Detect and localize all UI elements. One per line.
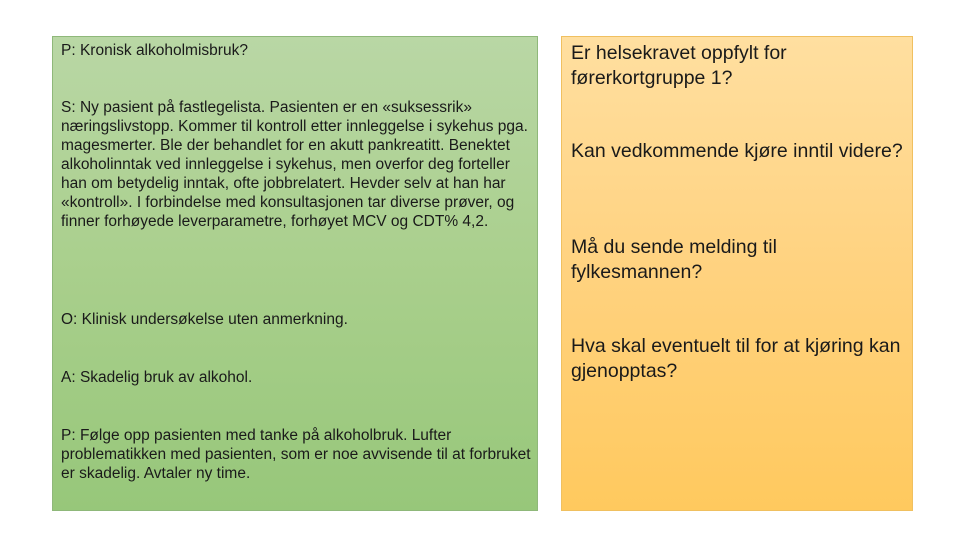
objective-paragraph: O: Klinisk undersøkelse uten anmerkning. (61, 311, 348, 328)
problem-heading: P: Kronisk alkoholmisbruk? (61, 42, 248, 59)
questions-panel (561, 36, 913, 511)
question-4: Hva skal eventuelt til for at kjøring kan gjenopptas? (571, 335, 901, 382)
question-2: Kan vedkommende kjøre inntil videre? (571, 140, 903, 162)
case-panel (52, 36, 538, 511)
subjective-paragraph: S: Ny pasient på fastlegelista. Pasienten er en «suksessrik» næringslivstopp. Kommer til kontroll etter innleggelse i sykehus pga. magesmerter. Ble der behandlet for en akutt pankreatitt. Benektet alkoholinntak ved innleggelse i sykehus, men overfor deg forteller han om betydelig inntak, ofte jobbrelatert. Hevder selv at han har «kontroll». I forbindelse med konsultasjonen tar diverse prøver, og finner forhøyede leverparametre, forhøyet MCV og CDT% 4,2. (61, 99, 528, 230)
question-1: Er helsekravet oppfylt for førerkortgruppe 1? (571, 42, 787, 89)
question-3: Må du sende melding til fylkesmannen? (571, 236, 777, 283)
assessment-paragraph: A: Skadelig bruk av alkohol. (61, 369, 253, 386)
plan-paragraph: P: Følge opp pasienten med tanke på alkoholbruk. Lufter problematikken med pasienten, som er noe avvisende til at forbruket er skadelig. Avtaler ny time. (61, 427, 531, 482)
